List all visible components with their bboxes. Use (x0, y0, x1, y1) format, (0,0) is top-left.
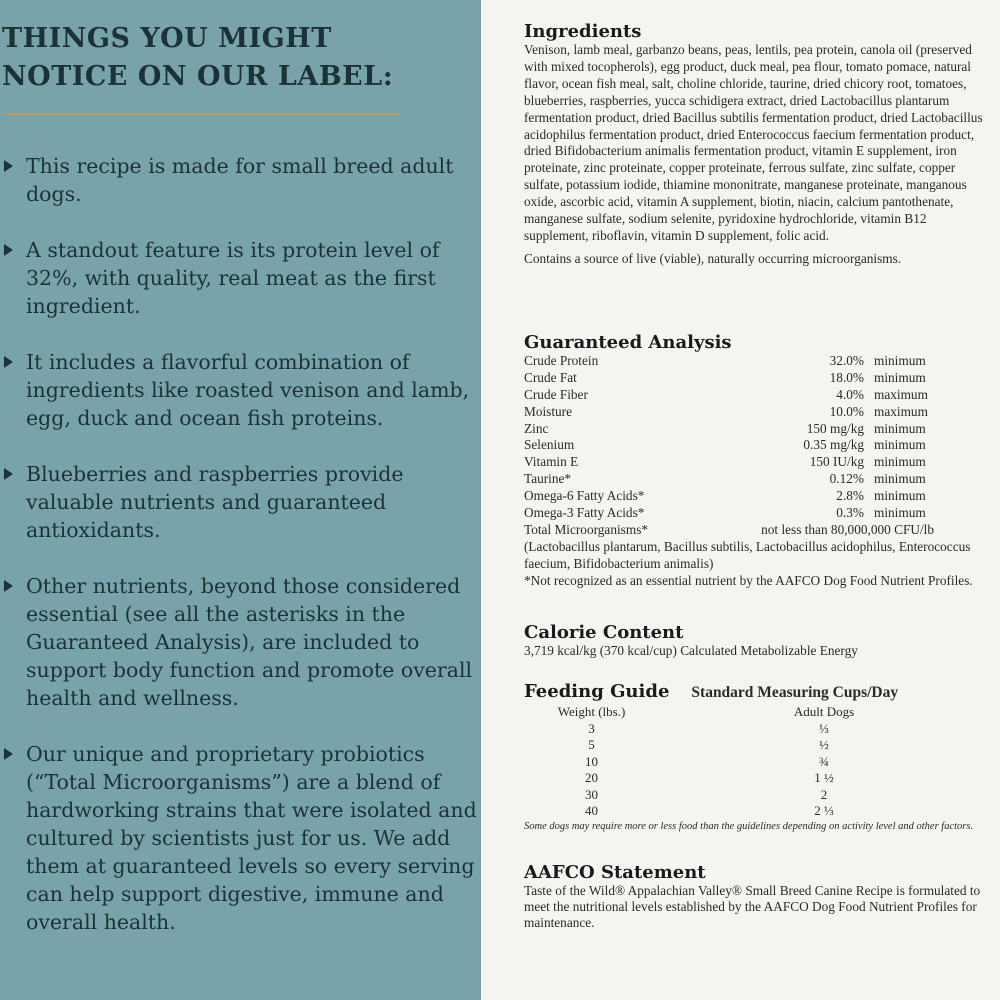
bullet-triangle-icon (4, 356, 13, 368)
feature-item: It includes a flavorful combination of ingredients like roasted venison and lamb, egg, duck and ocean fish proteins. (0, 348, 478, 432)
heading-divider (2, 113, 400, 115)
feature-item: Our unique and proprietary probiotics (“Total Microorganisms”) are a blend of hardworking strains that were isolated and cultured by scientists just for us. We add them at guaranteed levels so every serving can help support digestive, immune and overall health. (0, 740, 478, 936)
left-panel (0, 0, 481, 1000)
analysis-row: Omega-6 Fatty Acids* 2.8% minimum (524, 488, 926, 504)
analysis-title: Guaranteed Analysis (524, 332, 732, 353)
feature-item: Other nutrients, beyond those considered essential (see all the asterisks in the Guaranteed Analysis), are included to support body function and promote overall health and wellness. (0, 572, 478, 712)
analysis-table (524, 353, 994, 539)
analysis-row: Moisture 10.0% maximum (524, 403, 928, 419)
feeding-row: 5 ½ (588, 737, 829, 752)
calorie-section (524, 623, 994, 660)
feeding-row: 40 2 ⅓ (585, 803, 834, 818)
feature-list (0, 152, 481, 964)
analysis-row: Omega-3 Fatty Acids* 0.3% minimum (524, 505, 926, 521)
feeding-col-headers: Weight (lbs.) Adult Dogs (557, 704, 855, 719)
bullet-triangle-icon (4, 160, 13, 172)
heading-line-1: THINGS YOU MIGHT (2, 23, 332, 54)
feature-item: This recipe is made for small breed adult dogs. (0, 152, 478, 208)
bullet-triangle-icon (4, 468, 13, 480)
ingredients-section (524, 22, 994, 268)
feeding-section (524, 682, 994, 833)
feeding-row: 20 1 ½ (585, 770, 834, 785)
aafco-section (524, 863, 994, 931)
analysis-row-total: Total Microorganisms* not less than 80,000,000 CFU/lb (524, 521, 934, 537)
feeding-title: Feeding Guide (524, 681, 670, 702)
analysis-row: Crude Fat 18.0% minimum (524, 369, 926, 385)
feeding-note: Some dogs may require more or less food than the guidelines depending on activity level and other factors. (524, 820, 974, 832)
feeding-subtitle: Standard Measuring Cups/Day (691, 684, 899, 701)
bullet-triangle-icon (4, 748, 13, 760)
bullet-triangle-icon (4, 580, 13, 592)
panel-heading (2, 20, 472, 96)
ingredients-note: Contains a source of live (viable), naturally occurring microorganisms. (524, 250, 902, 266)
analysis-row: Zinc 150 mg/kg minimum (524, 420, 926, 436)
ingredients-title: Ingredients (524, 21, 642, 42)
feature-item: A standout feature is its protein level of 32%, with quality, real meat as the first ingredient. (0, 236, 478, 320)
calorie-title: Calorie Content (524, 622, 684, 643)
feeding-row: 10 ¾ (585, 753, 829, 769)
analysis-row: Vitamin E 150 IU/kg minimum (524, 454, 926, 470)
feeding-row: 3 ⅓ (588, 720, 829, 736)
analysis-row: Taurine* 0.12% minimum (524, 471, 926, 487)
analysis-footnote: *Not recognized as an essential nutrient by the AAFCO Dog Food Nutrient Profiles. (524, 572, 973, 588)
feeding-header (524, 682, 994, 702)
analysis-section (524, 333, 994, 590)
bullet-triangle-icon (4, 244, 13, 256)
analysis-strains: (Lactobacillus plantarum, Bacillus subtilis, Lactobacillus acidophilus, Enterococcus faecium, Bifidobacterium animalis) (524, 538, 971, 571)
calorie-text: 3,719 kcal/kg (370 kcal/cup) Calculated Metabolizable Energy (524, 643, 858, 658)
label-panel (481, 0, 1000, 1000)
feature-item: Blueberries and raspberries provide valuable nutrients and guaranteed antioxidants. (0, 460, 478, 544)
feeding-row: 30 2 (585, 786, 828, 802)
analysis-row: Crude Fiber 4.0% maximum (524, 386, 928, 402)
aafco-text: Taste of the Wild® Appalachian Valley® Small Breed Canine Recipe is formulated to meet the nutritional levels established by the AAFCO Dog Food Nutrient Profiles for maintenance. (524, 883, 981, 930)
analysis-row: Selenium 0.35 mg/kg minimum (524, 437, 926, 453)
aafco-title: AAFCO Statement (524, 862, 706, 883)
ingredients-text: Venison, lamb meal, garbanzo beans, peas, lentils, pea protein, canola oil (preserved with mixed tocopherols), egg product, duck meal, pea flour, tomato pomace, natural flavor, ocean fish meal, salt, choline chloride, taurine, dried chicory root, tomatoes, blueberries, raspberries, yucca schidigera extract, dried Lactobacillus plantarum fermentation product, dried Bacillus subtilis fermentation product, dried Lactobacillus acidophilus fermentation product, dried Enterococcus faecium fermentation product, dried Bifidobacterium animalis fermentation product, vitamin E supplement, iron proteinate, zinc proteinate, copper proteinate, ferrous sulfate, zinc sulfate, copper sulfate, potassium iodide, thiamine mononitrate, manganese proteinate, manganous oxide, ascorbic acid, vitamin A supplement, biotin, niacin, calcium pantothenate, manganese sulfate, sodium selenite, pyridoxine hydrochloride, vitamin B12 supplement, riboflavin, vitamin D supplement, folic acid. (524, 42, 983, 243)
analysis-row: Crude Protein 32.0% minimum (524, 353, 926, 368)
heading-line-2: NOTICE ON OUR LABEL: (2, 61, 394, 92)
